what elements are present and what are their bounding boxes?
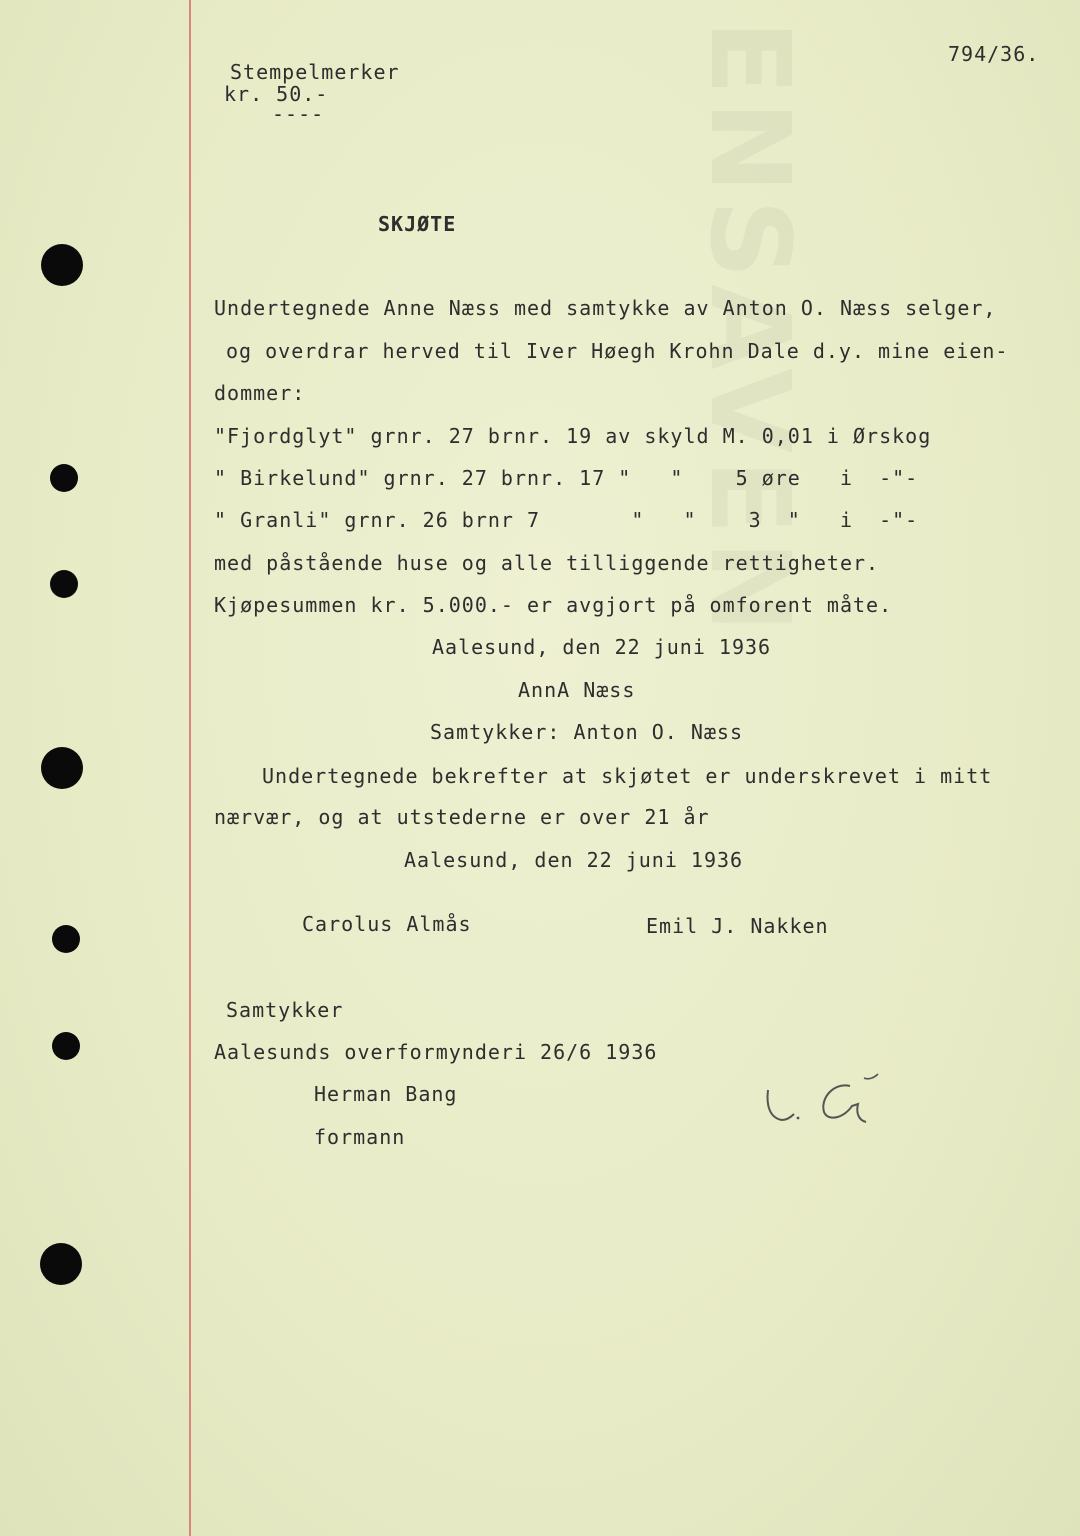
body-line: og overdrar herved til Iver Høegh Krohn Dale d.y. mine eien- bbox=[226, 339, 1009, 363]
guardian-title: formann bbox=[314, 1125, 406, 1149]
guardian-line: Aalesunds overformynderi 26/6 1936 bbox=[214, 1040, 658, 1064]
punch-hole bbox=[50, 570, 78, 598]
watermark-stamp: ENSAVEN bbox=[686, 20, 814, 639]
place-date: Aalesund, den 22 juni 1936 bbox=[432, 635, 772, 659]
witness-signature: Carolus Almås bbox=[302, 912, 472, 936]
body-line: Kjøpesummen kr. 5.000.- er avgjort på omforent måte. bbox=[214, 593, 893, 617]
punch-hole bbox=[52, 925, 80, 953]
punch-hole bbox=[41, 244, 83, 286]
document-title: SKJØTE bbox=[378, 212, 457, 236]
stamp-underline: ---- bbox=[272, 102, 325, 126]
property-line: "Fjordglyt" grnr. 27 brnr. 19 av skyld M. 0,01 i Ørskog bbox=[214, 424, 932, 448]
place-date: Aalesund, den 22 juni 1936 bbox=[404, 848, 744, 872]
body-line: med påstående huse og alle tilliggende rettigheter. bbox=[214, 551, 880, 575]
stamp-amount: kr. 50.- bbox=[224, 82, 329, 106]
body-line: Undertegnede Anne Næss med samtykke av Anton O. Næss selger, bbox=[214, 296, 997, 320]
red-margin-line bbox=[189, 0, 191, 1536]
consent-label: Samtykker bbox=[226, 998, 344, 1022]
stamp-label: Stempelmerker bbox=[230, 60, 400, 84]
witness-statement: nærvær, og at utstederne er over 21 år bbox=[214, 805, 710, 829]
punch-hole bbox=[41, 747, 83, 789]
punch-hole bbox=[50, 464, 78, 492]
punch-hole bbox=[52, 1032, 80, 1060]
reference-number: 794/36. bbox=[948, 42, 1040, 66]
witness-statement: Undertegnede bekrefter at skjøtet er underskrevet i mitt bbox=[262, 764, 993, 788]
consent-signature: Samtykker: Anton O. Næss bbox=[430, 720, 743, 744]
guardian-name: Herman Bang bbox=[314, 1082, 458, 1106]
body-line: dommer: bbox=[214, 381, 306, 405]
property-line: " Granli" grnr. 26 brnr 7 " " 3 " i -"- bbox=[214, 508, 919, 532]
witness-signature: Emil J. Nakken bbox=[646, 914, 829, 938]
punch-hole bbox=[40, 1243, 82, 1285]
handwritten-initials bbox=[758, 1068, 888, 1128]
seller-signature: AnnA Næss bbox=[518, 678, 636, 702]
property-line: " Birkelund" grnr. 27 brnr. 17 " " 5 øre i -"- bbox=[214, 466, 919, 490]
